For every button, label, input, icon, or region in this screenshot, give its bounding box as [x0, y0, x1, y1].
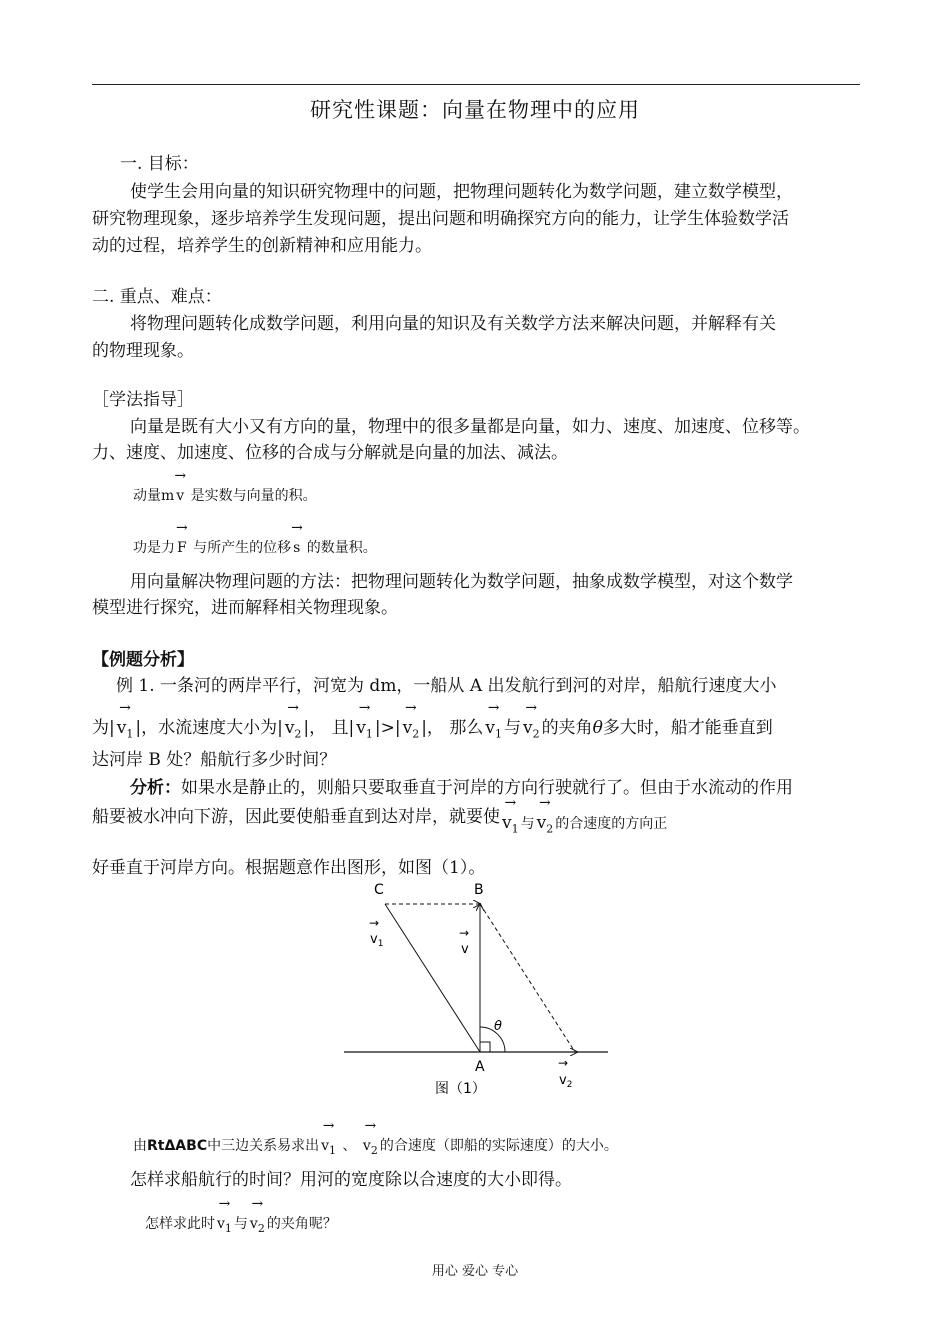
text: 为|	[92, 718, 115, 738]
vector-v2	[535, 811, 556, 841]
momentum-line	[133, 484, 317, 508]
text: v	[249, 1216, 258, 1232]
section-heading-goals: 一. 目标：	[120, 154, 199, 174]
paragraph-line: 的物理现象。	[92, 341, 194, 361]
subscript: 2	[257, 1221, 265, 1235]
subscript: 1	[365, 727, 373, 741]
subscript: 2	[370, 1143, 378, 1157]
arrow-glyph: →	[369, 916, 380, 930]
arrow-glyph: →	[558, 1056, 569, 1070]
text: 的夹角	[541, 718, 593, 738]
example-line: 例 1. 一条河的两岸平行，河宽为 dm，一船从 A 出发航行到河的对岸，船航行速度大小	[116, 676, 777, 696]
vector-v1	[215, 1212, 234, 1241]
text: 的合速度的方向正	[555, 816, 668, 832]
label-A: A	[475, 1059, 485, 1075]
vector-v2	[361, 1134, 380, 1163]
text: v	[356, 718, 366, 738]
text: v	[485, 718, 495, 738]
header-rule	[92, 84, 860, 85]
section-heading-guide: ［学法指导］	[92, 390, 194, 410]
text: v	[536, 813, 547, 833]
text: 由	[133, 1138, 147, 1154]
vector-v1	[500, 811, 521, 841]
section-heading-key-points: 二. 重点、难点：	[92, 287, 222, 307]
paragraph-line: 将物理问题转化成数学问题，利用向量的知识及有关数学方法来解决问题，并解释有关	[130, 314, 776, 334]
text: |，水流速度大小为|	[135, 718, 283, 738]
subscript: 2	[532, 727, 540, 741]
text: v	[217, 1216, 225, 1232]
theta-label: θ	[494, 1019, 502, 1034]
vector-F: → F	[175, 536, 189, 560]
example-heading: 【例题分析】	[92, 650, 194, 670]
page-title: 研究性课题：向量在物理中的应用	[310, 98, 640, 122]
subscript: 1	[126, 727, 134, 741]
right-angle-mark	[480, 1042, 490, 1052]
label-v2: $v_2$	[559, 1073, 573, 1090]
text: 动量m	[133, 488, 175, 504]
text: 怎样求此时	[145, 1216, 215, 1232]
after-line: 怎样求船航行的时间？用河的宽度除以合速度的大小即得。	[130, 1170, 572, 1190]
label-B: B	[474, 882, 484, 898]
text: 的数量积。	[302, 540, 377, 556]
analysis-line	[92, 805, 667, 835]
example-line: 达河岸 B 处？船航行多少时间？	[92, 750, 337, 770]
paragraph-line: 用向量解决物理问题的方法：把物理问题转化为数学问题，抽象成数学模型，对这个数学	[130, 572, 793, 592]
vector-v2	[521, 716, 542, 746]
text: 如果水是静止的，则船只要取垂直于河岸的方向行驶就行了。但由于水流动的作用	[181, 778, 793, 798]
rt-triangle-label: RtΔABC	[147, 1138, 208, 1154]
text: v	[284, 718, 295, 738]
vector-v1	[115, 716, 136, 746]
text: 的夹角呢？	[266, 1216, 337, 1232]
vector-v2	[283, 716, 304, 746]
subscript: 2	[294, 727, 302, 741]
vector-v1	[354, 716, 375, 746]
vector-s: → s	[291, 536, 302, 560]
paragraph-line: 力、速度、加速度、位移的合成与分解就是向量的加法、减法。	[92, 443, 568, 463]
subscript: 2	[546, 822, 554, 836]
paragraph-line: 动的过程，培养学生的创新精神和应用能力。	[92, 236, 432, 256]
label-C: C	[374, 882, 384, 898]
vector-v1	[319, 1134, 338, 1163]
subscript: 1	[494, 727, 502, 741]
vector-v1	[483, 716, 504, 746]
text: |， 且|	[303, 718, 355, 738]
paragraph-line: 向量是既有大小又有方向的量，物理中的很多量都是向量，如力、速度、加速度、位移等。	[130, 417, 810, 437]
figure-caption: 图（1）	[435, 1081, 486, 1097]
text: 与	[503, 718, 521, 738]
text: v	[502, 813, 512, 833]
after-line	[133, 1134, 618, 1163]
text: v	[522, 718, 533, 738]
figure-vector-diagram	[330, 875, 620, 1105]
paragraph-line: 研究物理现象，逐步培养学生发现问题，提出问题和明确探究方向的能力，让学生体验数学活	[92, 209, 789, 229]
text: v	[402, 718, 413, 738]
example-line-vectors	[92, 716, 773, 746]
text: 船要被水冲向下游，因此要使船垂直到达对岸，就要使	[92, 807, 500, 827]
page-footer: 用心 爱心 专心	[431, 1264, 519, 1279]
work-line	[133, 536, 377, 560]
after-line	[145, 1212, 337, 1241]
text: 与	[233, 1216, 248, 1232]
arrow-glyph: →	[459, 926, 470, 940]
text: v	[321, 1138, 330, 1154]
subscript: 1	[329, 1143, 337, 1157]
text: 、	[338, 1138, 361, 1154]
theta-symbol: θ	[592, 718, 603, 738]
subscript: 1	[224, 1221, 232, 1235]
text: 多大时，船才能垂直到	[602, 718, 773, 738]
text: v	[116, 718, 127, 738]
text: 与	[520, 816, 535, 832]
paragraph-line: 使学生会用向量的知识研究物理中的问题，把物理问题转化为数学问题，建立数学模型，	[130, 182, 793, 202]
subscript: 1	[511, 822, 519, 836]
label-v: v	[461, 942, 469, 957]
text: 中三边关系易求出	[207, 1138, 320, 1154]
text: 是实数与向量的积。	[186, 488, 317, 504]
vector-v2	[401, 716, 422, 746]
text: |>|	[374, 718, 401, 738]
paragraph-line: 模型进行探究，进而解释相关物理现象。	[92, 598, 398, 618]
vector-v: → v	[174, 484, 186, 508]
text: v	[362, 1138, 371, 1154]
analysis-line	[130, 776, 793, 800]
analysis-label: 分析：	[130, 778, 181, 798]
label-v1: $v_1$	[370, 932, 384, 949]
text: 与所产生的位移	[188, 540, 292, 556]
text: 功是力	[133, 540, 175, 556]
text: |， 那么	[421, 718, 484, 738]
text: 的合速度（即船的实际速度）的大小。	[379, 1138, 618, 1154]
vector-v2	[248, 1212, 267, 1241]
analysis-line: 好垂直于河岸方向。根据题意作出图形，如图（1）。	[92, 858, 486, 878]
subscript: 2	[412, 727, 420, 741]
